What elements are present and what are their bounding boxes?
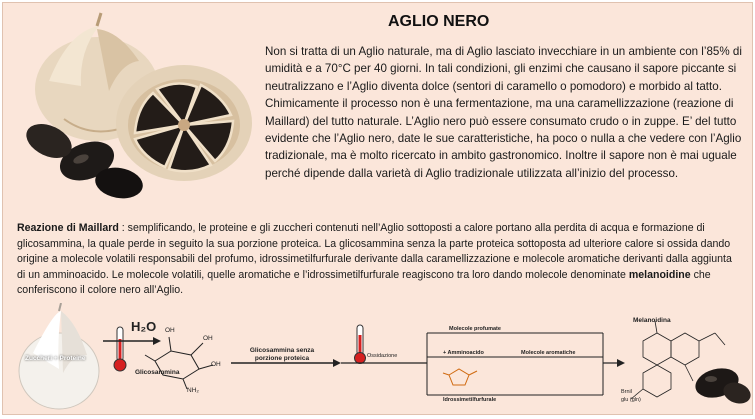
hmf-label: Idrossimetilfurfurale — [443, 397, 497, 403]
oh-label-1: OH — [165, 327, 175, 334]
hmf-structure — [443, 369, 477, 385]
maillard-text-before: : semplificando, le proteine e gli zuccheri contenuti nell’Aglio sottoposti a calore portano alla perdita di acqua e formazione di glicosammina, la quale perde in seguito la sua porzione proteica. La glicosammina senza la parte proteica sottoposta ad ulteriore calore si ossida dando origine a molecole volatili responsabili del profumo, idrossimetilfurfurale derivante dalla caramellizzazione e molecole aromatiche derivanti dalla aggiunta di un amminoacido. Le molecole volatili, quelle aromatiche e l’idrossimetilfurfurale reagiscono tra loro dando molecole denominate — [17, 222, 732, 281]
slide — [2, 2, 753, 415]
aromatic-label: Molecole aromatiche — [521, 350, 576, 356]
amino-label: + Amminoacido — [443, 350, 484, 356]
glucosamine-structure — [145, 337, 213, 389]
black-garlic-image — [9, 11, 259, 211]
oh-label-2: OH — [203, 335, 213, 342]
melanoidin-sub-2: glu (gln) — [621, 397, 641, 403]
glucosamine-label: Glicosammina — [135, 369, 180, 376]
black-garlic-icon — [692, 364, 753, 407]
page-title: AGLIO NERO — [388, 13, 490, 30]
maillard-paragraph — [17, 221, 742, 299]
garlic-label: Zuccheri + Proteine — [25, 355, 86, 362]
melanoidine-term: melanoidine — [628, 268, 691, 281]
maillard-reaction-diagram — [3, 303, 753, 415]
melanoidin-label: Melanoidina — [633, 317, 671, 324]
oh-label-3: OH — [211, 361, 221, 368]
volatile-label: Molecole profumate — [449, 326, 501, 332]
thermometer-icon-2 — [355, 325, 366, 364]
maillard-text-after: che conferiscono il colore nero all’Aglio. — [17, 268, 711, 297]
intro-paragraph: Non si tratta di un Aglio naturale, ma di Aglio lasciato invecchiare in un ambiente con l’85% di umidità e a 70°C per 40 giorni. In tali condizioni, gli enzimi che causano il sapore piccante si neutralizzano e l’Aglio diventa dolce (sentori di caramello o pomodoro) e morbido al tatto. Chimicamente il processo non è una fermentazione, ma una caramellizzazione (reazione di Maillard) del tutto naturale. L’Aglio nero può essere consumato crudo o in zuppe. E’ del tutto evidente che l’Aglio nero, date le sue caratteristiche, ha poco o nulla a che vedere con l’Aglio tradizionale, ma è molto ricercato in ambito gastronomico. Inoltre il sapore non è mai uguale perché dipende dalla varietà di Aglio tradizionale utilizzata all’inizio del processo. — [265, 45, 742, 180]
water-label: H₂O — [131, 319, 157, 334]
thermometer-icon — [114, 327, 126, 371]
maillard-heading: Reazione di Maillard — [17, 222, 119, 234]
melanoidin-sub-1: Brnil — [621, 389, 633, 395]
oxidation-label: Ossidazione — [367, 353, 398, 359]
step1-label: Glicosammina senza porzione proteica — [249, 347, 315, 362]
nh2-label: NH₂ — [187, 387, 199, 394]
